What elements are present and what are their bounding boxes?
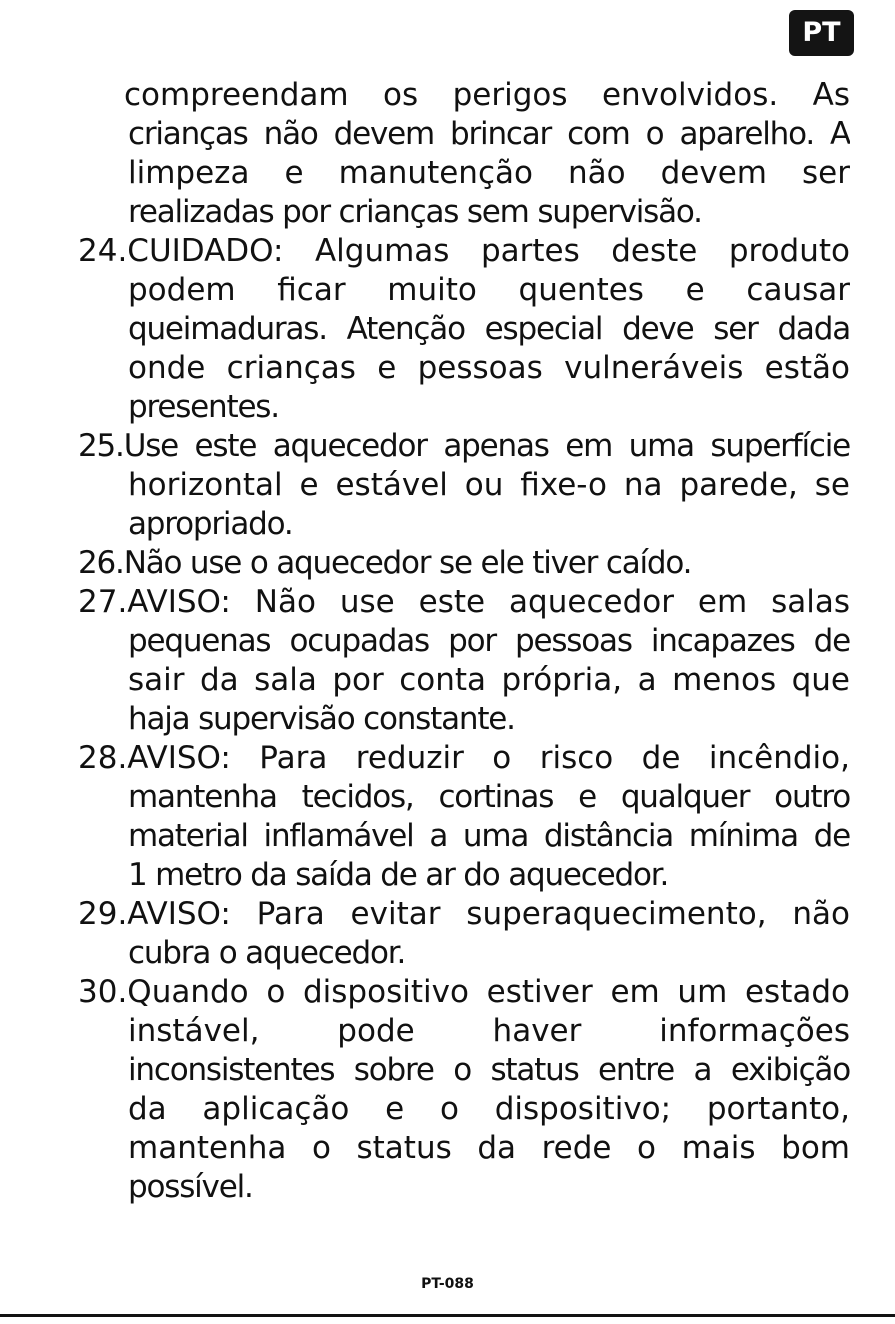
list-item-30: 30.Quando o dispositivo estiver em um estado xyxy=(78,974,850,1010)
text-line: horizontal e estável ou fixe-o na parede, se xyxy=(128,467,850,503)
list-item-25: 25.Use este aquecedor apenas em uma superfície xyxy=(78,428,850,464)
text-line: apropriado. xyxy=(128,506,293,542)
text-line: material inflamável a uma distância mínima de xyxy=(128,818,850,854)
list-item-26: 26.Não use o aquecedor se ele tiver caído. xyxy=(78,545,692,581)
list-item-28: 28.AVISO: Para reduzir o risco de incêndio, xyxy=(78,740,850,776)
text-line: crianças não devem brincar com o aparelho. A xyxy=(128,116,850,152)
text-line: cubra o aquecedor. xyxy=(128,935,406,971)
page-number: PT-088 xyxy=(421,1276,474,1292)
list-item-29: 29.AVISO: Para evitar superaquecimento, não xyxy=(78,896,850,932)
text-line: sair da sala por conta própria, a menos que xyxy=(128,662,850,698)
text-line: haja supervisão constante. xyxy=(128,701,515,737)
language-badge: PT xyxy=(789,10,854,56)
text-line: presentes. xyxy=(128,389,279,425)
text-line: 1 metro da saída de ar do aquecedor. xyxy=(128,857,669,893)
text-line: mantenha tecidos, cortinas e qualquer outro xyxy=(128,779,850,815)
bottom-divider xyxy=(0,1314,895,1317)
list-item-27: 27.AVISO: Não use este aquecedor em salas xyxy=(78,584,850,620)
list-item-24: 24.CUIDADO: Algumas partes deste produto xyxy=(78,233,850,269)
text-line: da aplicação e o dispositivo; portanto, xyxy=(128,1091,850,1127)
text-line: limpeza e manutenção não devem ser xyxy=(128,155,850,191)
text-line: pequenas ocupadas por pessoas incapazes de xyxy=(128,623,850,659)
document-body xyxy=(78,76,850,1207)
text-line: onde crianças e pessoas vulneráveis estão xyxy=(128,350,850,386)
text-line: queimaduras. Atenção especial deve ser dada xyxy=(128,311,850,347)
text-line: inconsistentes sobre o status entre a exibição xyxy=(128,1052,850,1088)
text-line: podem ficar muito quentes e causar xyxy=(128,272,850,308)
text-line: instável, pode haver informações xyxy=(128,1013,850,1049)
text-line: realizadas por crianças sem supervisão. xyxy=(128,194,702,230)
text-line: possível. xyxy=(128,1169,253,1205)
text-line: compreendam os perigos envolvidos. As xyxy=(124,77,850,113)
text-line: mantenha o status da rede o mais bom xyxy=(128,1130,850,1166)
